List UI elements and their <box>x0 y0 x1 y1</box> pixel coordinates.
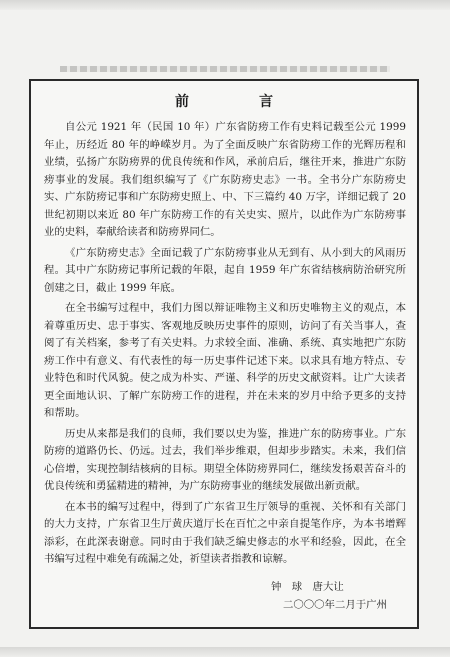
signature-names: 钟 球 唐大让 <box>271 581 344 593</box>
blurred-header-text <box>60 66 390 72</box>
page-title: 前 言 <box>175 94 301 110</box>
scan-edge-top <box>0 0 450 10</box>
scan-edge-bottom <box>0 647 450 657</box>
paragraph: 在全书编写过程中，我们力图以辩证唯物主义和历史唯物主义的观点，本着尊重历史、忠于事实、客观地反映历史事件的原则，访问了有关当事人，查阅了有关档案，参考了有关史料。力求较全面、准确、系统、真实地把广东防痨工作中有意义、有代表性的每一历史事件记述下来。以求具有地方特点、专业特色和时代风貌。使之成为朴实、严谨、科学的历史文献资料。让广大读者更全面地认识、了解广东防痨工作的进程，并在未来的岁月中给予更多的支持和帮助。 <box>44 302 406 419</box>
paragraph: 《广东防痨史志》全面记载了广东防痨事业从无到有、从小到大的风雨历程。其中广东防痨记事所记载的年限，起自 1959 年广东省结核病防治研究所创建之日，截止 1999 年底。 <box>44 246 406 294</box>
page-frame <box>29 79 419 629</box>
preface-body <box>44 119 406 572</box>
paragraph: 在本书的编写过程中，得到了广东省卫生厅领导的重视、关怀和有关部门的大力支持，广东省卫生厅黄庆道厅长在百忙之中亲自提笔作序，为本书增辉添彩，在此深表谢意。同时由于我们缺乏编史修志的水平和经验，因此，在全书编写过程中难免有疏漏之处，祈望读者指教和谅解。 <box>44 500 406 565</box>
paragraph: 历史从来都是我们的良师，我们要以史为鉴，推进广东的防痨事业。广东防痨的道路仍长、仍远。过去，我们举步维艰，但却步步踏实。未来，我们信心倍增，实现控制结核病的目标。期望全体防痨界同仁，继续发扬艰苦奋斗的优良传统和勇猛精进的精神，为广东防痨事业的继续发展做出新贡献。 <box>44 427 406 492</box>
paragraph: 自公元 1921 年（民国 10 年）广东省防痨工作有史料记载至公元 1999 年止，历经近 80 年的峥嵘岁月。为了全面反映广东省防痨工作的光辉历程和业绩，弘扬广东防痨界的优良传统和作风，承前启后，继往开来，推进广东防痨事业的发展。我们组织编写了《广东防痨史志》一书。全书分广东防痨史实、广东防痨记事和广东防痨史照上、中、下三篇约 40 万字，详细记载了 20 世纪初期以来近 80 年广东防痨工作的有关史实、照片，以此作为广东防痨事业的史料，奉献给读者和防痨界同仁。 <box>44 121 406 238</box>
signature-date: 二〇〇〇年二月于广州 <box>283 599 387 611</box>
